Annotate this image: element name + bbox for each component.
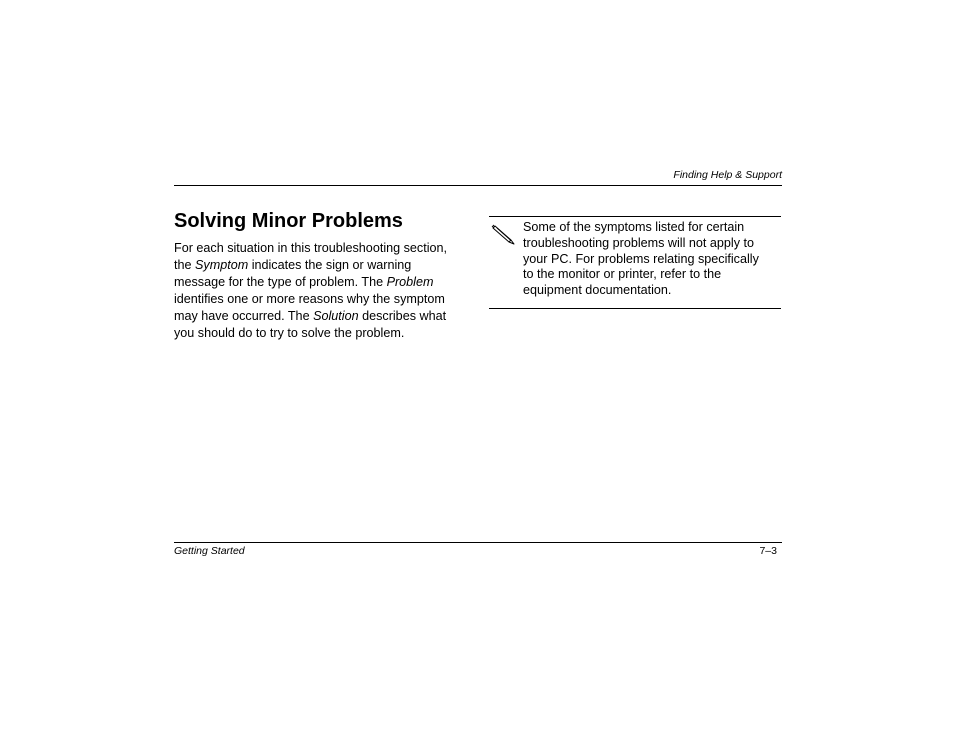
- note-line: Some of the symptoms listed for certain: [523, 220, 745, 234]
- paragraph-line: message for the type of problem. The Problem: [174, 275, 434, 289]
- paragraph-line: you should do to try to solve the problem.: [174, 326, 405, 340]
- page-number: 7–3: [759, 545, 777, 557]
- header-rule: [174, 185, 782, 186]
- pencil-note-icon: [489, 222, 517, 246]
- paragraph-line: may have occurred. The Solution describes what: [174, 309, 447, 323]
- paragraph-line: For each situation in this troubleshooting section,: [174, 241, 448, 255]
- footer-rule: [174, 542, 782, 543]
- solution-term: Solution: [313, 309, 359, 323]
- note-top-rule: [489, 216, 781, 217]
- note-line: troubleshooting problems will not apply to: [523, 235, 755, 250]
- page-title: Solving Minor Problems: [174, 210, 403, 232]
- symptom-term: Symptom: [195, 258, 249, 272]
- running-header: Finding Help & Support: [673, 169, 782, 181]
- note-line: equipment documentation.: [523, 283, 672, 298]
- problem-term: Problem: [386, 275, 434, 289]
- footer-document-title: Getting Started: [174, 545, 245, 557]
- intro-paragraph: [174, 240, 464, 342]
- paragraph-line: the Symptom indicates the sign or warning: [174, 258, 412, 272]
- paragraph-line: identifies one or more reasons why the symptom: [174, 292, 445, 306]
- note-line: your PC. For problems relating specifically: [523, 251, 759, 266]
- note-text: [523, 220, 781, 299]
- note-bottom-rule: [489, 308, 781, 309]
- note-line: to the monitor or printer, refer to the: [523, 267, 722, 282]
